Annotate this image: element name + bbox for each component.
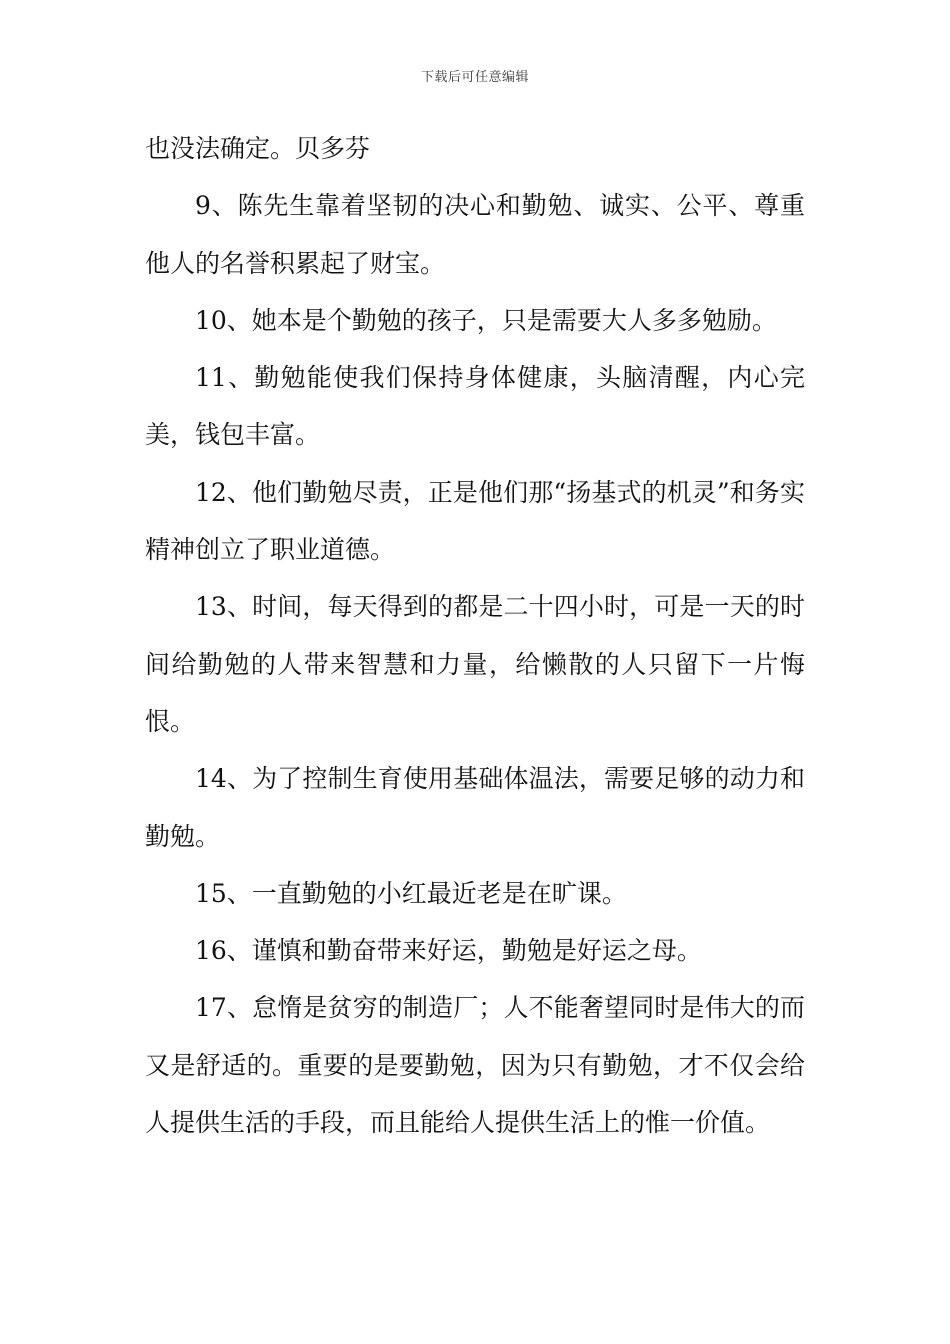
paragraph-item-9: 9、陈先生靠着坚韧的决心和勤勉、诚实、公平、尊重他人的名誉积累起了财宝。 <box>145 191 805 278</box>
paragraph-item-10: 10、她本是个勤勉的孩子，只是需要大人多多勉励。 <box>195 305 777 335</box>
paragraph-item-12: 12、他们勤勉尽责，正是他们那“扬基式的机灵”和务实精神创立了职业道德。 <box>145 477 805 565</box>
paragraph-item-14: 14、为了控制生育使用基础体温法，需要足够的动力和勤勉。 <box>145 764 805 851</box>
paragraph-item-13: 13、时间，每天得到的都是二十四小时，可是一天的时间给勤勉的人带来智慧和力量，给懒散的人只留下一片悔恨。 <box>145 592 805 736</box>
paragraph-item-15: 15、一直勤勉的小红最近老是在旷课。 <box>195 878 627 908</box>
page-header: 下载后可任意编辑 <box>420 70 529 85</box>
paragraph-item-17: 17、怠惰是贫穷的制造厂；人不能奢望同时是伟大的而又是舒适的。重要的是要勤勉，因为只有勤勉，才不仅会给人提供生活的手段，而且能给人提供生活上的惟一价值。 <box>145 993 805 1138</box>
paragraph-item-16: 16、谨慎和勤奋带来好运，勤勉是好运之母。 <box>195 936 702 966</box>
paragraph-item-11: 11、勤勉能使我们保持身体健康，头脑清醒，内心完美，钱包丰富。 <box>145 363 805 450</box>
paragraph-continuation: 也没法确定。贝多芬 <box>145 134 371 163</box>
document-body <box>145 120 805 1151</box>
